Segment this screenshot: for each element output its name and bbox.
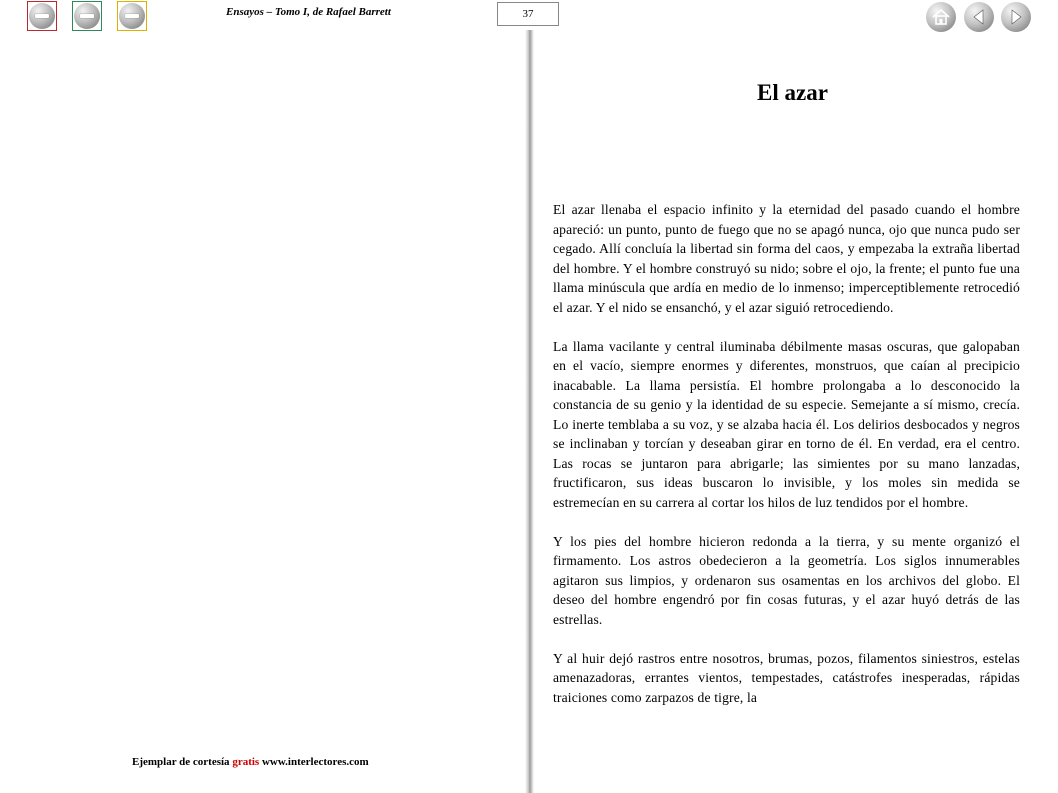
paragraph: Y los pies del hombre hicieron redonda a la tierra, y su mente organizó el firmamento. Los astros obedecieron a la geometría. Los siglos innumerables agitaron sus limpios, y ordenaron sus osamentas en los archivos del globo. El deseo del hombre engendró por fin cosas futuras, y el azar huyó detrás de las estrellas.: [553, 533, 1020, 627]
minus-icon: [74, 3, 100, 29]
paragraph: La llama vacilante y central iluminaba débilmente masas oscuras, que galopaban en el vacío, siempre enormes y diferentes, monstruos, que caían al precipicio inacabable. La llama persistía. El hombre prolongaba a lo desconocido la constancia de su genio y la identidad de su especie. Semejante a sí mismo, crecía. Lo inerte temblaba a su voz, y se alzaba hacia él. Los delirios desbocados y negros se inclinaban y torcían y deseaban girar en torno de él. En verdad, era el centro. Las rocas se juntaron para abrigarle; las simientes por su mano lanzadas, fructificaron, sus ideas buscaron lo invisible, y los moles sin medida se estremecían en su carrera al cortar los hilos de luz tendidos por el hombre.: [553, 338, 1020, 510]
book-spine: [525, 30, 534, 793]
red-toolbar-button[interactable]: [27, 1, 57, 31]
page-number: 37: [497, 2, 559, 26]
chapter-title: El azar: [757, 80, 828, 105]
minus-icon: [119, 3, 145, 29]
green-toolbar-button[interactable]: [72, 1, 102, 31]
footer-gratis: gratis: [232, 756, 260, 768]
footer-note: [132, 756, 369, 768]
paragraph: Y al huir dejó rastros entre nosotros, brumas, pozos, filamentos siniestros, estelas amenazadoras, errantes vientos, tempestades, catástrofes inesperadas, rápidas traiciones como zarpazos de tigre, la: [553, 650, 1020, 705]
footer-site-link[interactable]: www.interlectores.com: [261, 756, 369, 768]
minus-icon: [29, 3, 55, 29]
next-page-button[interactable]: [1001, 2, 1031, 32]
arrow-right-icon: [1008, 8, 1024, 26]
chapter-body: [553, 200, 1020, 737]
yellow-toolbar-button[interactable]: [117, 1, 147, 31]
paragraph: El azar llenaba el espacio infinito y la eternidad del pasado cuando el hombre apareció: un punto, punto de fuego que no se apagó nunca, ojo que nunca pudo ser cegado. Allí concluía la libertad sin forma del caos, y empezaba la extraña libertad del hombre. Y el hombre construyó su nido; sobre el ojo, la frente; el punto fue una llama minúscula que ardía en medio de lo inmenso; imperceptiblemente retrocedió el azar. Y el nido se ensanchó, y el azar siguió retrocediendo.: [553, 202, 1020, 315]
home-button[interactable]: [926, 2, 956, 32]
book-header-title: Ensayos – Tomo I, de Rafael Barrett: [226, 6, 391, 18]
previous-page-button[interactable]: [964, 2, 994, 32]
home-icon: [932, 9, 950, 25]
arrow-left-icon: [971, 8, 987, 26]
footer-prefix: Ejemplar de cortesía: [132, 756, 230, 768]
